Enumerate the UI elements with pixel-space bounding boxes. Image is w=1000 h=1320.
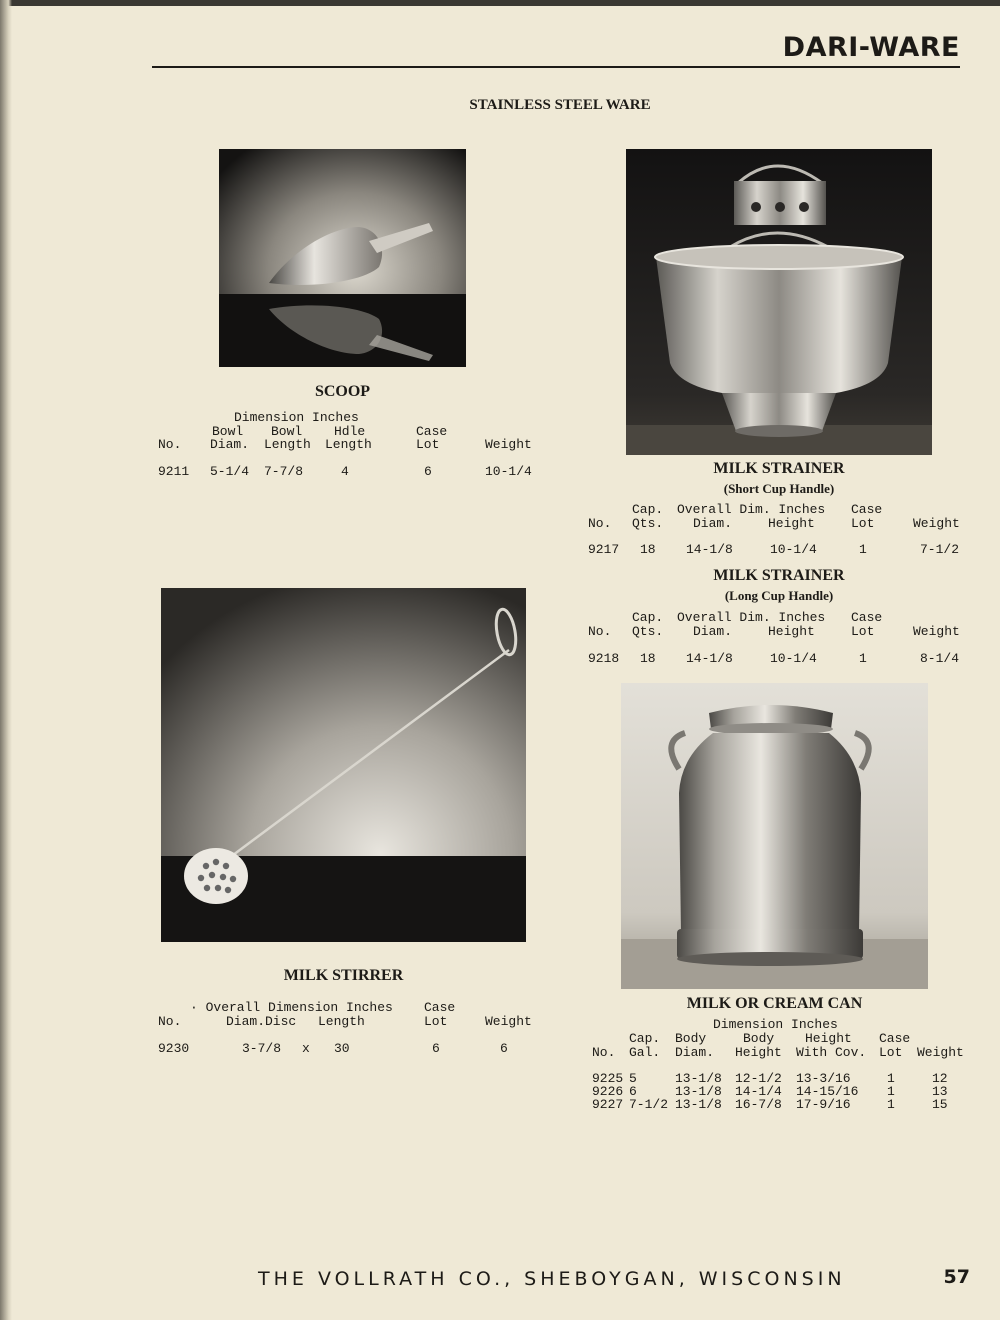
strainer-long-col-cap: Cap. xyxy=(632,610,664,625)
strainer-short-row-no: 9217 xyxy=(588,542,620,557)
stirrer-col-length: Length xyxy=(318,1014,365,1029)
strainer-long-col-no: No. xyxy=(588,624,612,639)
can-row-no: 9227 xyxy=(592,1097,624,1112)
can-row-gal: 7-1/2 xyxy=(629,1097,669,1112)
scoop-col-weight: Weight xyxy=(485,437,532,452)
milk-stirrer-photo xyxy=(161,588,526,942)
can-row-no: 9225 xyxy=(592,1071,624,1086)
milk-can-photo xyxy=(621,683,928,989)
strainer-long-row-height: 10-1/4 xyxy=(770,651,817,666)
can-col-withcov: With Cov. xyxy=(796,1045,867,1060)
strainer-long-subtitle: (Long Cup Handle) xyxy=(724,588,834,603)
stirrer-col-disc: Diam.Disc xyxy=(226,1014,297,1029)
scoop-row-weight: 10-1/4 xyxy=(485,464,532,479)
can-row-height: 12-1/2 xyxy=(735,1071,782,1086)
can-col-diam: Diam. xyxy=(675,1045,715,1060)
scoop-group-header: Dimension Inches xyxy=(234,410,359,425)
strainer-long-row-weight: 8-1/4 xyxy=(920,651,960,666)
can-col-case: Case xyxy=(879,1031,911,1046)
strainer-short-col-lot: Lot xyxy=(851,516,875,531)
strainer-short-subtitle: (Short Cup Handle) xyxy=(723,481,835,496)
milk-strainer-photo xyxy=(626,149,932,455)
can-row-with-cov: 13-3/16 xyxy=(796,1071,851,1086)
can-group-header: Dimension Inches xyxy=(713,1017,838,1032)
scoop-col-length2: Length xyxy=(325,437,372,452)
strainer-long-col-case: Case xyxy=(851,610,883,625)
strainer-short-col-cap: Cap. xyxy=(632,502,664,517)
strainer-long-col-diam: Diam. xyxy=(693,624,733,639)
strainer-long-col-height: Height xyxy=(768,624,815,639)
can-col-cap: Cap. xyxy=(629,1031,661,1046)
stirrer-col-case: Case xyxy=(424,1000,456,1015)
scoop-row-diam: 5-1/4 xyxy=(210,464,250,479)
page-number: 57 xyxy=(943,1266,970,1288)
scoop-photo xyxy=(219,149,466,367)
scoop-col-bowl2: Bowl xyxy=(271,424,303,439)
can-row-height: 16-7/8 xyxy=(735,1097,782,1112)
can-row-with-cov: 17-9/16 xyxy=(796,1097,851,1112)
page-top-edge xyxy=(0,0,1000,6)
scoop-row-hdle-length: 4 xyxy=(341,464,349,479)
can-col-body: Body xyxy=(675,1031,707,1046)
milk-can-title: MILK OR CREAM CAN xyxy=(686,995,863,1012)
scoop-title: SCOOP xyxy=(314,383,371,400)
strainer-short-col-no: No. xyxy=(588,516,612,531)
strainer-long-col-weight: Weight xyxy=(913,624,960,639)
scoop-col-case: Case xyxy=(416,424,448,439)
can-row-case-lot: 1 xyxy=(887,1071,895,1086)
can-col-body2: Body xyxy=(743,1031,775,1046)
strainer-short-row-height: 10-1/4 xyxy=(770,542,817,557)
stirrer-row-weight: 6 xyxy=(500,1041,508,1056)
can-row-case-lot: 1 xyxy=(887,1084,895,1099)
stirrer-row-no: 9230 xyxy=(158,1041,190,1056)
strainer-long-col-lot: Lot xyxy=(851,624,875,639)
strainer-long-col-overall: Overall Dim. Inches xyxy=(677,610,826,625)
scoop-row-case-lot: 6 xyxy=(424,464,432,479)
strainer-short-row-case-lot: 1 xyxy=(859,542,867,557)
can-row-gal: 5 xyxy=(629,1071,637,1086)
strainer-short-col-case: Case xyxy=(851,502,883,517)
stirrer-group-header: · Overall Dimension Inches xyxy=(190,1000,393,1015)
strainer-short-col-height: Height xyxy=(768,516,815,531)
strainer-long-row-case-lot: 1 xyxy=(859,651,867,666)
can-row-diam: 13-1/8 xyxy=(675,1071,722,1086)
header-rule xyxy=(152,66,960,68)
scoop-col-no: No. xyxy=(158,437,182,452)
can-col-weight: Weight xyxy=(917,1045,964,1060)
scoop-row-no: 9211 xyxy=(158,464,190,479)
strainer-long-row-diam: 14-1/8 xyxy=(686,651,733,666)
scoop-col-diam: Diam. xyxy=(210,437,250,452)
can-row-height: 14-1/4 xyxy=(735,1084,782,1099)
strainer-short-row-weight: 7-1/2 xyxy=(920,542,960,557)
can-row-weight: 13 xyxy=(932,1084,948,1099)
strainer-long-title: MILK STRAINER xyxy=(713,567,845,584)
scoop-row-bowl-length: 7-7/8 xyxy=(264,464,304,479)
can-col-bheight: Height xyxy=(735,1045,782,1060)
can-col-height: Height xyxy=(805,1031,852,1046)
scoop-col-lot: Lot xyxy=(416,437,440,452)
strainer-long-row-qts: 18 xyxy=(640,651,656,666)
brand-title: DARI-WARE xyxy=(782,32,960,63)
section-title: STAINLESS STEEL WARE xyxy=(469,97,651,113)
can-row-gal: 6 xyxy=(629,1084,637,1099)
milk-stirrer-title: MILK STIRRER xyxy=(283,967,404,984)
stirrer-row-case-lot: 6 xyxy=(432,1041,440,1056)
stirrer-col-weight: Weight xyxy=(485,1014,532,1029)
can-col-lot: Lot xyxy=(879,1045,903,1060)
can-row-no: 9226 xyxy=(592,1084,624,1099)
stirrer-col-lot: Lot xyxy=(424,1014,448,1029)
can-row-case-lot: 1 xyxy=(887,1097,895,1112)
strainer-short-row-diam: 14-1/8 xyxy=(686,542,733,557)
stirrer-row-x: x xyxy=(302,1041,310,1056)
can-row-diam: 13-1/8 xyxy=(675,1084,722,1099)
can-row-diam: 13-1/8 xyxy=(675,1097,722,1112)
strainer-long-row-no: 9218 xyxy=(588,651,620,666)
can-row-weight: 15 xyxy=(932,1097,948,1112)
strainer-short-col-diam: Diam. xyxy=(693,516,733,531)
can-col-no: No. xyxy=(592,1045,616,1060)
can-col-gal: Gal. xyxy=(629,1045,661,1060)
scoop-col-hdle: Hdle xyxy=(334,424,366,439)
stirrer-col-no: No. xyxy=(158,1014,182,1029)
can-row-weight: 12 xyxy=(932,1071,948,1086)
footer-company: THE VOLLRATH CO., SHEBOYGAN, WISCONSIN xyxy=(258,1268,846,1290)
stirrer-row-disc: 3-7/8 xyxy=(242,1041,282,1056)
strainer-long-col-qts: Qts. xyxy=(632,624,664,639)
binding-shadow xyxy=(0,0,12,1320)
strainer-short-col-weight: Weight xyxy=(913,516,960,531)
strainer-short-col-overall: Overall Dim. Inches xyxy=(677,502,826,517)
scoop-col-length: Length xyxy=(264,437,311,452)
strainer-short-title: MILK STRAINER xyxy=(713,460,845,477)
strainer-short-col-qts: Qts. xyxy=(632,516,664,531)
strainer-short-row-qts: 18 xyxy=(640,542,656,557)
can-row-with-cov: 14-15/16 xyxy=(796,1084,859,1099)
stirrer-row-length: 30 xyxy=(334,1041,350,1056)
scoop-col-bowl: Bowl xyxy=(212,424,244,439)
